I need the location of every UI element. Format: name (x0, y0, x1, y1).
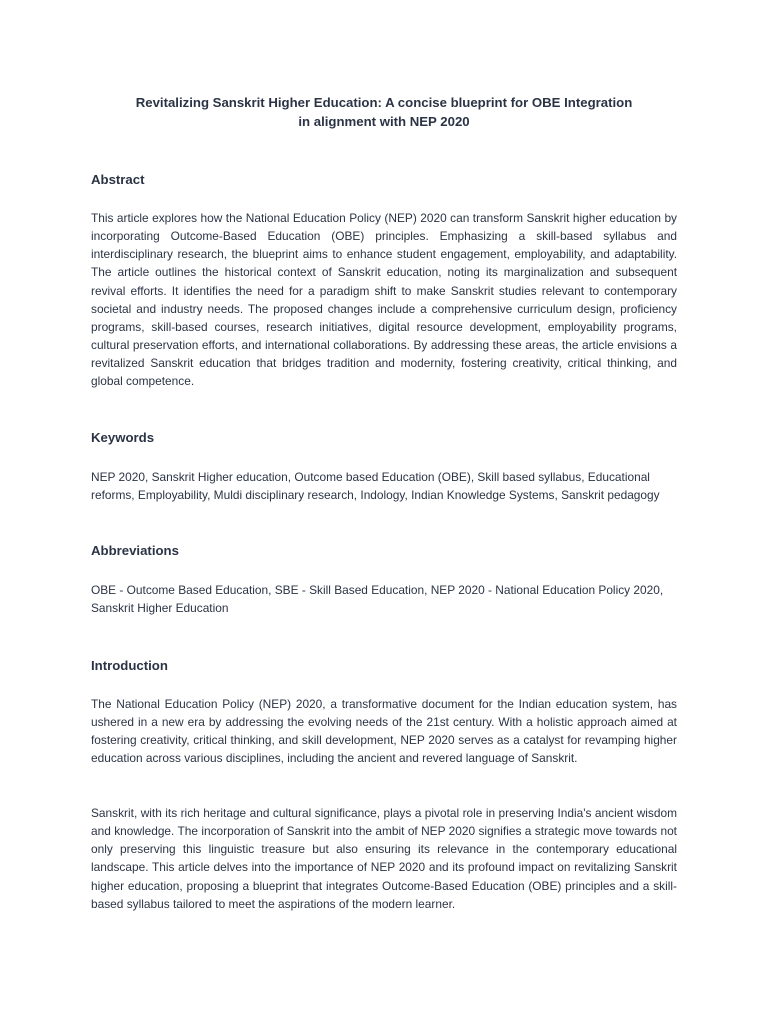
title-line-1: Revitalizing Sanskrit Higher Education: A concise blueprint for OBE Integration (135, 95, 633, 110)
keywords-text: NEP 2020, Sanskrit Higher education, Outcome based Education (OBE), Skill based syllabus, Educational reforms, Employability, Muldi disciplinary research, Indology, Indian Knowledge Systems, Sanskrit pedagogy (91, 470, 660, 503)
introduction-paragraph-2: Sanskrit, with its rich heritage and cultural significance, plays a pivotal role in preserving India's ancient wisdom and knowledge. The incorporation of Sanskrit into the ambit of NEP 2020 signifies a strategic move towards not only preserving this linguistic treasure but also ensuring its relevance in the contemporary educational landscape. This article delves into the importance of NEP 2020 and its profound impact on revitalizing Sanskrit higher education, proposing a blueprint that integrates Outcome-Based Education (OBE) principles and a skill-based syllabus tailored to meet the aspirations of the modern learner. (91, 806, 677, 911)
abstract-text: This article explores how the National Education Policy (NEP) 2020 can transform Sanskrit higher education by incorporating Outcome-Based Education (OBE) principles. Emphasizing a skill-based syllabus and interdisciplinary research, the blueprint aims to enhance student engagement, employability, and adaptability. The article outlines the historical context of Sanskrit education, noting its marginalization and subsequent revival efforts. It identifies the need for a paradigm shift to make Sanskrit studies relevant to contemporary societal and industry needs. The proposed changes include a comprehensive curriculum design, proficiency programs, skill-based courses, research initiatives, digital resource development, employability programs, cultural preservation efforts, and international collaborations. By addressing these areas, the article envisions a revitalized Sanskrit education that bridges tradition and modernity, fostering creativity, critical thinking, and global competence. (91, 211, 677, 389)
document-title (91, 93, 677, 131)
abstract-heading: Abstract (91, 172, 145, 187)
keywords-heading: Keywords (91, 430, 155, 445)
abbreviations-heading: Abbreviations (91, 543, 179, 558)
introduction-heading: Introduction (91, 658, 168, 673)
abbreviations-text: OBE - Outcome Based Education, SBE - Skill Based Education, NEP 2020 - National Education Policy 2020, Sanskrit Higher Education (91, 583, 664, 616)
title-line-2: in alignment with NEP 2020 (298, 114, 470, 129)
introduction-paragraph-1: The National Education Policy (NEP) 2020, a transformative document for the Indian education system, has ushered in a new era by addressing the evolving needs of the 21st century. With a holistic approach aimed at fostering creativity, critical thinking, and skill development, NEP 2020 serves as a catalyst for revamping higher education across various disciplines, including the ancient and revered language of Sanskrit. (91, 697, 677, 766)
